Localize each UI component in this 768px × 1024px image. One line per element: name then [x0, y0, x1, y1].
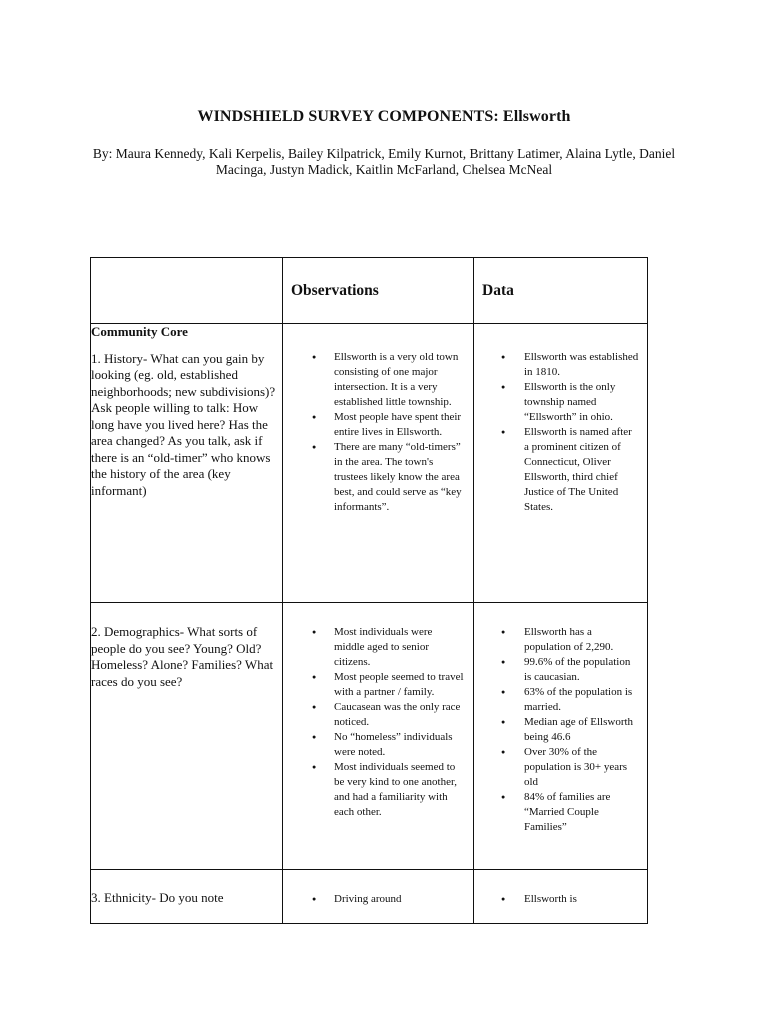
component-cell — [91, 603, 283, 870]
list-item: ● Most people have spent their entire lives in Ellsworth. — [334, 410, 465, 440]
list-item: ● Median age of Ellsworth being 46.6 — [524, 715, 639, 745]
list-item: ● 99.6% of the population is caucasian. — [524, 655, 639, 685]
list-item: ● Most individuals seemed to be very kind to one another, and had a familiarity with each other. — [334, 760, 465, 820]
observations-cell — [283, 870, 474, 924]
table-row — [91, 603, 648, 870]
list-item: ● No “homeless” individuals were noted. — [334, 730, 465, 760]
document-title: WINDSHIELD SURVEY COMPONENTS: Ellsworth — [197, 108, 571, 125]
list-item: ● Ellsworth is named after a prominent citizen of Connecticut, Oliver Ellsworth, third chief Justice of The United States. — [524, 425, 639, 515]
data-cell — [474, 603, 648, 870]
component-cell — [91, 324, 283, 603]
list-item: ● Ellsworth was established in 1810. — [524, 350, 639, 380]
list-item: ● Ellsworth is the only township named “Ellsworth” in ohio. — [524, 380, 639, 425]
data-list — [474, 603, 647, 835]
list-item: ● Driving around — [334, 892, 465, 907]
table-row — [91, 324, 648, 603]
list-item: ● Over 30% of the population is 30+ years old — [524, 745, 639, 790]
list-item: ● 84% of families are “Married Couple Families” — [524, 790, 639, 835]
data-cell — [474, 870, 648, 924]
observations-cell — [283, 603, 474, 870]
list-item: ● Caucasean was the only race noticed. — [334, 700, 465, 730]
component-cell — [91, 870, 283, 924]
list-item: ● There are many “old-timers” in the area. The town's trustees likely know the area best, and could serve as “key informants”. — [334, 440, 465, 515]
component-prompt: 3. Ethnicity- Do you note — [91, 890, 224, 905]
data-cell — [474, 324, 648, 603]
observations-list — [283, 603, 473, 820]
list-item: ● Most people seemed to travel with a partner / family. — [334, 670, 465, 700]
observations-list — [283, 324, 473, 515]
list-item: ● Ellsworth has a population of 2,290. — [524, 625, 639, 655]
header-data: Data — [474, 258, 648, 324]
observations-list — [283, 870, 473, 907]
list-item: ● Ellsworth is a very old town consisting of one major intersection. It is a very established little township. — [334, 350, 465, 410]
header-observations: Observations — [283, 258, 474, 324]
data-list — [474, 870, 647, 907]
table-header-row — [91, 258, 648, 324]
header-cell-empty — [91, 258, 283, 324]
data-list — [474, 324, 647, 515]
component-prompt: 2. Demographics- What sorts of people do you see? Young? Old? Homeless? Alone? Families? What races do you see? — [91, 624, 274, 689]
observations-cell — [283, 324, 474, 603]
table-row — [91, 870, 648, 924]
list-item: ● 63% of the population is married. — [524, 685, 639, 715]
list-item: ● Most individuals were middle aged to senior citizens. — [334, 625, 465, 670]
section-heading: Community Core — [91, 324, 188, 339]
author-list: By: Maura Kennedy, Kali Kerpelis, Bailey Kilpatrick, Emily Kurnot, Brittany Latimer, Alaina Lytle, Daniel Macinga, Justyn Madick, Kaitlin McFarland, Chelsea McNeal — [92, 146, 676, 177]
component-prompt: 1. History- What can you gain by looking (eg. old, established neighborhoods; new subdivisions)? Ask people willing to talk: How long have you lived here? Has the area changed? As you talk, ask if there is an “old-timer” who knows the history of the area (key informant) — [91, 350, 276, 498]
survey-table — [90, 257, 648, 924]
list-item: ● Ellsworth is — [524, 892, 639, 907]
